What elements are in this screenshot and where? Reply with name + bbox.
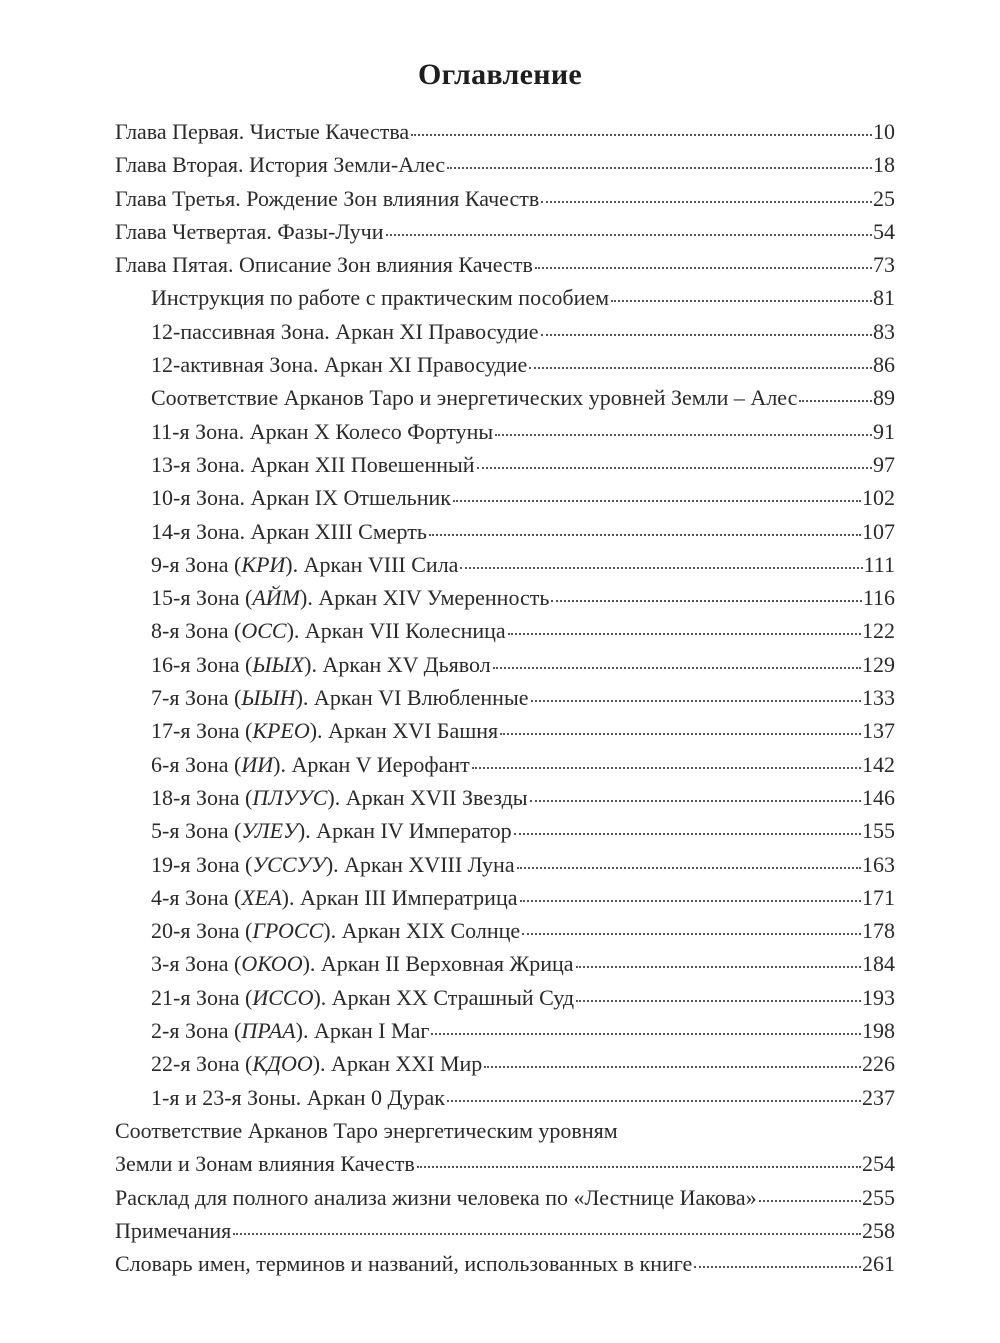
toc-entry-title <box>151 681 529 714</box>
toc-page-number: 198 <box>862 1018 895 1044</box>
dot-leader <box>447 167 872 169</box>
toc-page-number: 226 <box>862 1051 895 1077</box>
toc-page-number: 146 <box>862 784 895 810</box>
toc-entry[interactable] <box>115 515 895 548</box>
toc-entry-title-text: 3-я Зона ( <box>151 951 242 977</box>
toc-page-number: 142 <box>862 751 895 777</box>
toc-entry-title-text-end: ). Аркан II Верховная Жрица <box>302 951 574 977</box>
toc-entry-zone-name: КРЕО <box>252 718 310 744</box>
dot-leader <box>453 500 861 502</box>
toc-entry[interactable] <box>115 115 895 148</box>
toc-entry[interactable] <box>115 848 895 881</box>
toc-entry[interactable] <box>115 881 895 914</box>
toc-entry[interactable] <box>115 448 895 481</box>
dot-leader <box>472 767 861 769</box>
toc-entry-title-text: Инструкция по работе с практическим пособием <box>151 285 610 311</box>
toc-page-number: 83 <box>873 318 895 344</box>
dot-leader <box>493 667 861 669</box>
toc-entry-title-text: 18-я Зона ( <box>151 784 253 810</box>
toc-entry[interactable] <box>115 1247 895 1280</box>
toc-entry-title-text: 14-я Зона. Аркан XIII Смерть <box>151 518 427 544</box>
toc-entry-title <box>115 1181 757 1214</box>
dot-leader <box>508 633 861 635</box>
toc-entry-title-text-end: ). Аркан XXI Мир <box>312 1051 483 1077</box>
toc-entry-title-text: 16-я Зона ( <box>151 651 253 677</box>
dot-leader <box>460 567 862 569</box>
toc-entry-title-text: 17-я Зона ( <box>151 718 253 744</box>
toc-entry-title <box>115 248 533 281</box>
toc-page-number: 89 <box>873 385 895 411</box>
toc-entry-zone-name: АЙМ <box>252 585 300 611</box>
toc-page-number: 122 <box>862 618 895 644</box>
toc-entry-title-text: 6-я Зона ( <box>151 751 242 777</box>
toc-entry[interactable] <box>115 681 895 714</box>
toc-entry-title-text-end: ). Аркан I Маг <box>295 1018 430 1044</box>
toc-entry-title <box>151 581 549 614</box>
toc-entry-title-text-end: ). Аркан VII Колесница <box>286 618 506 644</box>
toc-entry-title-text: 7-я Зона ( <box>151 685 242 711</box>
toc-entry-title-text-end: ). Аркан V Иерофант <box>273 751 470 777</box>
dot-leader <box>386 234 872 236</box>
dot-leader <box>611 300 872 302</box>
toc-entry-title-text: 11-я Зона. Аркан X Колесо Фортуны <box>151 418 494 444</box>
toc-entry[interactable] <box>115 1014 895 1047</box>
dot-leader <box>517 867 861 869</box>
toc-page-number: 111 <box>863 551 895 577</box>
toc-page-number: 91 <box>873 418 895 444</box>
toc-entry-title <box>115 1247 692 1280</box>
dot-leader <box>429 534 861 536</box>
toc-entry[interactable] <box>115 415 895 448</box>
toc-entry-title <box>151 415 493 448</box>
toc-entry-title-text: Словарь имен, терминов и названий, использованных в книге <box>115 1251 693 1277</box>
toc-entry[interactable] <box>115 981 895 1014</box>
dot-leader <box>541 201 872 203</box>
toc-page-number: 25 <box>873 185 895 211</box>
toc-entry-title <box>151 914 520 947</box>
toc-page-number: 254 <box>862 1151 895 1177</box>
toc-entry-title-text-end: ). Аркан XIX Солнце <box>323 918 521 944</box>
toc-entry-title <box>151 281 609 314</box>
toc-entry[interactable] <box>115 548 895 581</box>
toc-entry[interactable] <box>115 315 895 348</box>
toc-entry-title <box>151 1047 482 1080</box>
toc-entry-title <box>151 814 512 847</box>
page-title: Оглавление <box>417 58 583 91</box>
toc-entry-zone-name: ЫЫН <box>241 685 296 711</box>
dot-leader <box>477 467 872 469</box>
toc-entry-zone-name: ОКОО <box>241 951 303 977</box>
toc-entry[interactable] <box>115 182 895 215</box>
toc-entry-zone-name: ИИ <box>241 751 274 777</box>
toc-page-number: 258 <box>862 1217 895 1243</box>
toc-entry-title-text-end: ). Аркан VIII Сила <box>285 551 459 577</box>
toc-entry-zone-name: ОСС <box>241 618 287 644</box>
dot-leader <box>535 267 872 269</box>
toc-page-number: 18 <box>873 152 895 178</box>
toc-entry-zone-name: ЫЫХ <box>252 651 305 677</box>
toc-entry-title-text: Глава Четвертая. Фазы-Лучи <box>115 218 384 244</box>
toc-entry-title-text: 15-я Зона ( <box>151 585 253 611</box>
toc-page-number: 184 <box>862 951 895 977</box>
toc-entry-title-text-end: ). Аркан XVIII Луна <box>325 851 515 877</box>
toc-entry-title-text: 2-я Зона ( <box>151 1018 242 1044</box>
toc-page-number: 193 <box>862 984 895 1010</box>
toc-entry-zone-name: ПЛУУС <box>252 784 328 810</box>
dot-leader <box>576 966 861 968</box>
toc-entry-title <box>151 981 574 1014</box>
dot-leader <box>531 700 862 702</box>
toc-entry-title <box>151 748 470 781</box>
toc-entry-title <box>115 182 539 215</box>
toc-page-number: 107 <box>862 518 895 544</box>
toc-entry-title-text: Расклад для полного анализа жизни человека по «Лестнице Иакова» <box>115 1184 757 1210</box>
dot-leader <box>495 434 872 436</box>
toc-entry-title-text: 8-я Зона ( <box>151 618 242 644</box>
toc-entry-title <box>151 648 491 681</box>
toc-entry-title-text: 22-я Зона ( <box>151 1051 253 1077</box>
dot-leader <box>411 134 872 136</box>
toc-entry[interactable] <box>115 947 895 980</box>
toc-entry[interactable] <box>115 215 895 248</box>
toc-entry-title <box>115 1147 415 1180</box>
toc-entry[interactable] <box>115 814 895 847</box>
toc-entry[interactable] <box>115 614 895 647</box>
toc-entry-title <box>115 148 445 181</box>
dot-leader <box>529 367 872 369</box>
toc-entry-title <box>151 881 518 914</box>
toc-entry-title-text: 10-я Зона. Аркан IX Отшельник <box>151 485 451 511</box>
toc-entry[interactable] <box>115 1047 895 1080</box>
dot-leader <box>759 1200 861 1202</box>
toc-entry-title-text: 4-я Зона ( <box>151 884 242 910</box>
toc-entry-zone-name: КРИ <box>241 551 286 577</box>
toc-entry-zone-name: ГРОСС <box>252 918 324 944</box>
toc-entry-title <box>151 1081 445 1114</box>
dot-leader <box>431 1033 861 1035</box>
dot-leader <box>500 733 861 735</box>
toc-entry[interactable] <box>115 1181 895 1214</box>
toc-page-number: 97 <box>873 451 895 477</box>
toc-entry-title-text: 21-я Зона ( <box>151 984 253 1010</box>
toc-entry[interactable] <box>115 1081 895 1114</box>
toc-entry-title <box>151 515 427 548</box>
toc-entry-zone-name: КДОО <box>252 1051 313 1077</box>
dot-leader <box>233 1233 861 1235</box>
toc-entry[interactable] <box>115 248 895 281</box>
toc-entry-title-text: Глава Вторая. История Земли-Алес <box>115 152 446 178</box>
toc-entry-title-text: Соответствие Арканов Таро и энергетических уровней Земли – Алес <box>151 385 798 411</box>
toc-entry[interactable] <box>115 1114 895 1147</box>
toc-entry-title <box>151 714 498 747</box>
toc-entry-title-text: Глава Первая. Чистые Качества <box>115 119 410 144</box>
toc-entry-title-text-end: ). Аркан XV Дьявол <box>304 651 491 677</box>
toc-page-number: 86 <box>873 352 895 378</box>
toc-entry-title-text-end: ). Аркан VI Влюбленные <box>295 685 529 711</box>
dot-leader <box>541 334 872 336</box>
toc-page-number: 73 <box>873 252 895 278</box>
toc-entry[interactable] <box>115 748 895 781</box>
toc-entry-title-text: 1-я и 23-я Зоны. Аркан 0 Дурак <box>151 1084 445 1110</box>
toc-entry-title <box>115 215 384 248</box>
dot-leader <box>694 1266 861 1268</box>
toc-entry-title-text-end: ). Аркан XVI Башня <box>309 718 499 744</box>
toc-page-number: 10 <box>873 119 895 144</box>
toc-entry-title-text-end: ). Аркан III Императрица <box>281 884 518 910</box>
toc-entry-zone-name: УССУУ <box>252 851 326 877</box>
toc-entry-title <box>151 315 539 348</box>
toc-entry[interactable] <box>115 1147 895 1180</box>
toc-entry-title-text: 5-я Зона ( <box>151 818 242 844</box>
toc-entry-title <box>151 1014 429 1047</box>
toc-entry-title <box>151 548 458 581</box>
dot-leader <box>551 600 861 602</box>
toc-entry-title <box>115 115 409 148</box>
toc-entry-title <box>151 781 528 814</box>
toc-entry-title-text: 12-пассивная Зона. Аркан XI Правосудие <box>151 318 539 344</box>
toc-entry-title-text-end: ). Аркан XIV Умеренность <box>300 585 550 611</box>
toc-page-number: 81 <box>873 285 895 311</box>
toc-entry[interactable] <box>115 381 895 414</box>
dot-leader <box>530 800 861 802</box>
toc-entry-title-text: Глава Пятая. Описание Зон влияния Качеств <box>115 252 533 278</box>
toc-entry-title <box>151 448 475 481</box>
toc-entry-title-text: Глава Третья. Рождение Зон влияния Качеств <box>115 185 540 211</box>
toc-page-number: 155 <box>862 818 895 844</box>
toc-entry-title <box>151 848 515 881</box>
toc-entry[interactable] <box>115 148 895 181</box>
toc-entry-title <box>151 947 574 980</box>
toc-entry[interactable] <box>115 781 895 814</box>
toc-entry-title-text-end: ). Аркан XX Страшный Суд <box>313 984 575 1010</box>
toc-entry-title-text: 13-я Зона. Аркан XII Повешенный <box>151 451 475 477</box>
toc-entry[interactable] <box>115 914 895 947</box>
toc-entry-title-text: Соответствие Арканов Таро энергетическим уровням <box>115 1117 618 1143</box>
toc-entry[interactable] <box>115 481 895 514</box>
toc-page-number: 137 <box>862 718 895 744</box>
toc-page-number: 129 <box>862 651 895 677</box>
toc-entry-title-text: 19-я Зона ( <box>151 851 253 877</box>
toc-entry[interactable] <box>115 1214 895 1247</box>
toc-entry-title-text: Примечания <box>115 1217 232 1243</box>
toc-entry-title-text: Земли и Зонам влияния Качеств <box>115 1151 415 1177</box>
toc-entry-title <box>115 1114 618 1147</box>
toc-entry[interactable] <box>115 648 895 681</box>
toc-entry[interactable] <box>115 348 895 381</box>
toc-entry[interactable] <box>115 581 895 614</box>
toc-entry-title-text: 9-я Зона ( <box>151 551 242 577</box>
toc-entry-title-text: 20-я Зона ( <box>151 918 253 944</box>
dot-leader <box>417 1166 861 1168</box>
toc-entry-zone-name: ИССО <box>252 984 314 1010</box>
dot-leader <box>447 1100 861 1102</box>
toc-list <box>115 115 895 1280</box>
dot-leader <box>576 1000 861 1002</box>
toc-page-number: 255 <box>862 1184 895 1210</box>
toc-entry-title-text-end: ). Аркан IV Император <box>297 818 512 844</box>
toc-entry-zone-name: УЛЕУ <box>241 818 298 844</box>
toc-entry-zone-name: ХЕА <box>241 884 282 910</box>
toc-entry[interactable] <box>115 714 895 747</box>
toc-entry-title-text: 12-активная Зона. Аркан XI Правосудие <box>151 352 528 378</box>
toc-entry-title <box>151 481 451 514</box>
dot-leader <box>799 400 872 402</box>
dot-leader <box>522 933 861 935</box>
toc-entry[interactable] <box>115 281 895 314</box>
toc-entry-zone-name: ПРАА <box>241 1018 296 1044</box>
toc-entry-title <box>151 381 797 414</box>
toc-page-number: 171 <box>862 884 895 910</box>
toc-entry-title <box>151 614 506 647</box>
toc-entry-title-text-end: ). Аркан XVII Звезды <box>327 784 528 810</box>
toc-entry-title <box>151 348 527 381</box>
toc-page-number: 102 <box>862 485 895 511</box>
toc-page-number: 261 <box>862 1251 895 1277</box>
toc-page-number: 116 <box>862 585 895 611</box>
dot-leader <box>484 1066 861 1068</box>
dot-leader <box>520 900 862 902</box>
toc-page-number: 178 <box>862 918 895 944</box>
toc-page-number: 163 <box>862 851 895 877</box>
dot-leader <box>514 833 861 835</box>
toc-entry-title <box>115 1214 231 1247</box>
toc-page-number: 237 <box>862 1084 895 1110</box>
toc-page-number: 54 <box>873 218 895 244</box>
toc-page-number: 133 <box>862 685 895 711</box>
